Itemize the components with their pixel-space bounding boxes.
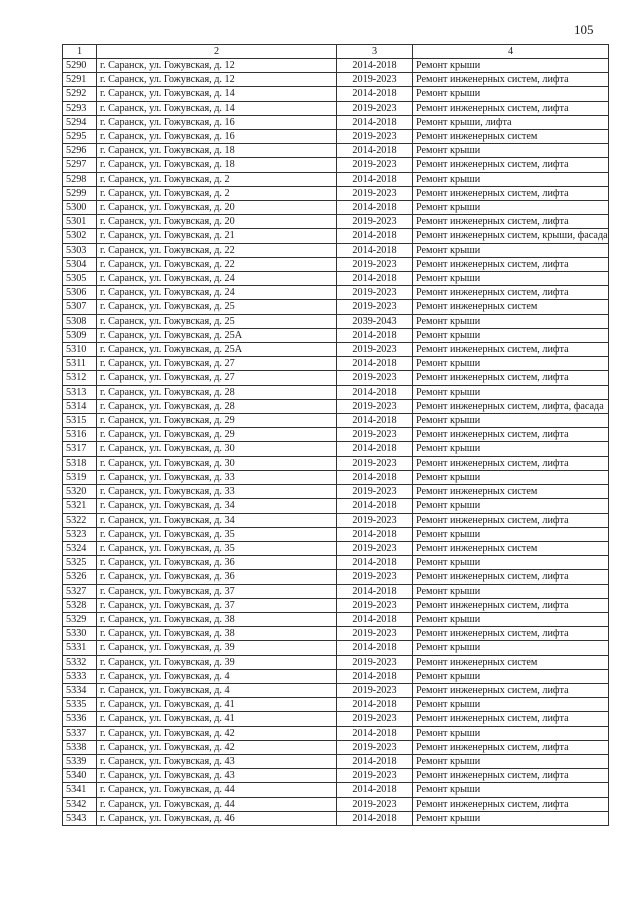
work-type: Ремонт крыши [413, 87, 609, 101]
table-row [63, 87, 609, 101]
period: 2019-2023 [337, 73, 413, 87]
address: г. Саранск, ул. Гожувская, д. 35 [97, 541, 337, 555]
work-type: Ремонт крыши [413, 385, 609, 399]
work-type: Ремонт крыши [413, 669, 609, 683]
row-number: 5298 [63, 172, 97, 186]
address: г. Саранск, ул. Гожувская, д. 27 [97, 357, 337, 371]
work-type: Ремонт крыши [413, 612, 609, 626]
period: 2019-2023 [337, 158, 413, 172]
address: г. Саранск, ул. Гожувская, д. 12 [97, 59, 337, 73]
address: г. Саранск, ул. Гожувская, д. 36 [97, 556, 337, 570]
row-number: 5342 [63, 797, 97, 811]
address: г. Саранск, ул. Гожувская, д. 42 [97, 740, 337, 754]
address: г. Саранск, ул. Гожувская, д. 33 [97, 470, 337, 484]
period: 2019-2023 [337, 257, 413, 271]
row-number: 5339 [63, 754, 97, 768]
table-row [63, 499, 609, 513]
period: 2019-2023 [337, 286, 413, 300]
period: 2019-2023 [337, 541, 413, 555]
period: 2019-2023 [337, 513, 413, 527]
address: г. Саранск, ул. Гожувская, д. 30 [97, 456, 337, 470]
period: 2014-2018 [337, 499, 413, 513]
row-number: 5312 [63, 371, 97, 385]
row-number: 5316 [63, 428, 97, 442]
header-col-2: 2 [97, 45, 337, 59]
work-type: Ремонт крыши [413, 59, 609, 73]
period: 2019-2023 [337, 428, 413, 442]
address: г. Саранск, ул. Гожувская, д. 22 [97, 243, 337, 257]
row-number: 5299 [63, 186, 97, 200]
period: 2019-2023 [337, 300, 413, 314]
work-type: Ремонт инженерных систем, лифта [413, 683, 609, 697]
address: г. Саранск, ул. Гожувская, д. 41 [97, 712, 337, 726]
table-row [63, 442, 609, 456]
period: 2014-2018 [337, 414, 413, 428]
table-row [63, 627, 609, 641]
header-col-3: 3 [337, 45, 413, 59]
address: г. Саранск, ул. Гожувская, д. 33 [97, 485, 337, 499]
table-row [63, 399, 609, 413]
work-type: Ремонт инженерных систем [413, 300, 609, 314]
table-header-row [63, 45, 609, 59]
address: г. Саранск, ул. Гожувская, д. 36 [97, 570, 337, 584]
address: г. Саранск, ул. Гожувская, д. 43 [97, 754, 337, 768]
row-number: 5306 [63, 286, 97, 300]
row-number: 5321 [63, 499, 97, 513]
work-type: Ремонт инженерных систем, лифта [413, 257, 609, 271]
address: г. Саранск, ул. Гожувская, д. 44 [97, 783, 337, 797]
table-row [63, 513, 609, 527]
work-type: Ремонт инженерных систем, лифта [413, 513, 609, 527]
work-type: Ремонт крыши [413, 811, 609, 825]
work-type: Ремонт инженерных систем [413, 485, 609, 499]
period: 2014-2018 [337, 669, 413, 683]
row-number: 5291 [63, 73, 97, 87]
address: г. Саранск, ул. Гожувская, д. 46 [97, 811, 337, 825]
row-number: 5303 [63, 243, 97, 257]
address: г. Саранск, ул. Гожувская, д. 38 [97, 612, 337, 626]
period: 2019-2023 [337, 371, 413, 385]
table-row [63, 115, 609, 129]
header-col-1: 1 [63, 45, 97, 59]
header-col-4: 4 [413, 45, 609, 59]
row-number: 5341 [63, 783, 97, 797]
work-type: Ремонт крыши [413, 641, 609, 655]
address: г. Саранск, ул. Гожувская, д. 2 [97, 172, 337, 186]
address: г. Саранск, ул. Гожувская, д. 4 [97, 683, 337, 697]
row-number: 5318 [63, 456, 97, 470]
row-number: 5322 [63, 513, 97, 527]
table-row [63, 172, 609, 186]
work-type: Ремонт инженерных систем, крыши, фасада [413, 229, 609, 243]
work-type: Ремонт крыши [413, 314, 609, 328]
table-row [63, 257, 609, 271]
address: г. Саранск, ул. Гожувская, д. 38 [97, 627, 337, 641]
work-type: Ремонт инженерных систем, лифта [413, 428, 609, 442]
address: г. Саранск, ул. Гожувская, д. 29 [97, 428, 337, 442]
period: 2014-2018 [337, 59, 413, 73]
address: г. Саранск, ул. Гожувская, д. 39 [97, 641, 337, 655]
row-number: 5301 [63, 215, 97, 229]
row-number: 5323 [63, 527, 97, 541]
row-number: 5336 [63, 712, 97, 726]
row-number: 5296 [63, 144, 97, 158]
address: г. Саранск, ул. Гожувская, д. 4 [97, 669, 337, 683]
period: 2019-2023 [337, 186, 413, 200]
row-number: 5315 [63, 414, 97, 428]
row-number: 5334 [63, 683, 97, 697]
period: 2014-2018 [337, 754, 413, 768]
work-type: Ремонт инженерных систем, лифта [413, 371, 609, 385]
period: 2014-2018 [337, 243, 413, 257]
address: г. Саранск, ул. Гожувская, д. 24 [97, 272, 337, 286]
address: г. Саранск, ул. Гожувская, д. 34 [97, 499, 337, 513]
row-number: 5308 [63, 314, 97, 328]
address: г. Саранск, ул. Гожувская, д. 21 [97, 229, 337, 243]
address: г. Саранск, ул. Гожувская, д. 37 [97, 598, 337, 612]
work-type: Ремонт инженерных систем, лифта [413, 797, 609, 811]
period: 2019-2023 [337, 130, 413, 144]
work-type: Ремонт крыши [413, 726, 609, 740]
address: г. Саранск, ул. Гожувская, д. 25А [97, 343, 337, 357]
address: г. Саранск, ул. Гожувская, д. 14 [97, 101, 337, 115]
address: г. Саранск, ул. Гожувская, д. 18 [97, 144, 337, 158]
table-row [63, 414, 609, 428]
work-type: Ремонт инженерных систем, лифта [413, 712, 609, 726]
table-row [63, 470, 609, 484]
period: 2014-2018 [337, 115, 413, 129]
table-row [63, 769, 609, 783]
work-type: Ремонт инженерных систем [413, 130, 609, 144]
row-number: 5314 [63, 399, 97, 413]
work-type: Ремонт инженерных систем, лифта [413, 769, 609, 783]
work-type: Ремонт крыши [413, 243, 609, 257]
period: 2014-2018 [337, 272, 413, 286]
address: г. Саранск, ул. Гожувская, д. 44 [97, 797, 337, 811]
period: 2014-2018 [337, 442, 413, 456]
row-number: 5337 [63, 726, 97, 740]
table-row [63, 598, 609, 612]
address: г. Саранск, ул. Гожувская, д. 16 [97, 115, 337, 129]
table-row [63, 712, 609, 726]
address: г. Саранск, ул. Гожувская, д. 35 [97, 527, 337, 541]
row-number: 5311 [63, 357, 97, 371]
work-type: Ремонт инженерных систем, лифта [413, 286, 609, 300]
row-number: 5332 [63, 655, 97, 669]
table-row [63, 541, 609, 555]
period: 2014-2018 [337, 470, 413, 484]
address: г. Саранск, ул. Гожувская, д. 28 [97, 385, 337, 399]
table-row [63, 811, 609, 825]
row-number: 5335 [63, 698, 97, 712]
period: 2014-2018 [337, 87, 413, 101]
period: 2014-2018 [337, 811, 413, 825]
table-row [63, 797, 609, 811]
table-row [63, 243, 609, 257]
period: 2019-2023 [337, 769, 413, 783]
period: 2014-2018 [337, 229, 413, 243]
table-body [63, 59, 609, 826]
work-type: Ремонт инженерных систем, лифта [413, 158, 609, 172]
work-type: Ремонт крыши [413, 499, 609, 513]
address: г. Саранск, ул. Гожувская, д. 20 [97, 201, 337, 215]
period: 2014-2018 [337, 527, 413, 541]
period: 2019-2023 [337, 215, 413, 229]
address: г. Саранск, ул. Гожувская, д. 25 [97, 300, 337, 314]
period: 2019-2023 [337, 627, 413, 641]
address: г. Саранск, ул. Гожувская, д. 14 [97, 87, 337, 101]
period: 2014-2018 [337, 328, 413, 342]
table-row [63, 683, 609, 697]
table-row [63, 556, 609, 570]
table-row [63, 371, 609, 385]
period: 2019-2023 [337, 598, 413, 612]
table-row [63, 343, 609, 357]
work-type: Ремонт крыши [413, 698, 609, 712]
period: 2019-2023 [337, 343, 413, 357]
table-row [63, 641, 609, 655]
work-type: Ремонт инженерных систем, лифта [413, 570, 609, 584]
address: г. Саранск, ул. Гожувская, д. 16 [97, 130, 337, 144]
period: 2014-2018 [337, 144, 413, 158]
table-row [63, 158, 609, 172]
period: 2019-2023 [337, 712, 413, 726]
row-number: 5331 [63, 641, 97, 655]
work-type: Ремонт крыши, лифта [413, 115, 609, 129]
period: 2014-2018 [337, 385, 413, 399]
work-type: Ремонт крыши [413, 584, 609, 598]
period: 2019-2023 [337, 655, 413, 669]
address: г. Саранск, ул. Гожувская, д. 34 [97, 513, 337, 527]
row-number: 5297 [63, 158, 97, 172]
work-type: Ремонт инженерных систем, лифта [413, 101, 609, 115]
table-row [63, 527, 609, 541]
row-number: 5319 [63, 470, 97, 484]
table-row [63, 215, 609, 229]
table-row [63, 144, 609, 158]
row-number: 5326 [63, 570, 97, 584]
table-row [63, 740, 609, 754]
address: г. Саранск, ул. Гожувская, д. 29 [97, 414, 337, 428]
row-number: 5320 [63, 485, 97, 499]
table-row [63, 59, 609, 73]
address: г. Саранск, ул. Гожувская, д. 30 [97, 442, 337, 456]
address: г. Саранск, ул. Гожувская, д. 20 [97, 215, 337, 229]
period: 2019-2023 [337, 797, 413, 811]
period: 2019-2023 [337, 683, 413, 697]
table-row [63, 101, 609, 115]
row-number: 5329 [63, 612, 97, 626]
work-type: Ремонт крыши [413, 272, 609, 286]
period: 2019-2023 [337, 740, 413, 754]
work-type: Ремонт инженерных систем, лифта [413, 740, 609, 754]
work-type: Ремонт инженерных систем, лифта [413, 215, 609, 229]
table-row [63, 612, 609, 626]
table-row [63, 698, 609, 712]
address: г. Саранск, ул. Гожувская, д. 41 [97, 698, 337, 712]
work-type: Ремонт крыши [413, 201, 609, 215]
table-row [63, 669, 609, 683]
table-row [63, 726, 609, 740]
period: 2039-2043 [337, 314, 413, 328]
work-type: Ремонт крыши [413, 527, 609, 541]
period: 2019-2023 [337, 101, 413, 115]
work-type: Ремонт крыши [413, 357, 609, 371]
table-row [63, 428, 609, 442]
work-type: Ремонт крыши [413, 470, 609, 484]
work-type: Ремонт крыши [413, 414, 609, 428]
period: 2019-2023 [337, 399, 413, 413]
row-number: 5292 [63, 87, 97, 101]
work-type: Ремонт инженерных систем, лифта [413, 343, 609, 357]
work-type: Ремонт инженерных систем, лифта, фасада [413, 399, 609, 413]
row-number: 5307 [63, 300, 97, 314]
address: г. Саранск, ул. Гожувская, д. 24 [97, 286, 337, 300]
table-row [63, 584, 609, 598]
row-number: 5305 [63, 272, 97, 286]
address: г. Саранск, ул. Гожувская, д. 27 [97, 371, 337, 385]
work-type: Ремонт инженерных систем [413, 655, 609, 669]
period: 2014-2018 [337, 783, 413, 797]
table-row [63, 783, 609, 797]
work-type: Ремонт крыши [413, 754, 609, 768]
period: 2014-2018 [337, 357, 413, 371]
period: 2019-2023 [337, 456, 413, 470]
row-number: 5325 [63, 556, 97, 570]
period: 2014-2018 [337, 612, 413, 626]
row-number: 5328 [63, 598, 97, 612]
table-row [63, 314, 609, 328]
period: 2014-2018 [337, 556, 413, 570]
row-number: 5295 [63, 130, 97, 144]
repair-schedule-table [62, 44, 609, 826]
table-row [63, 485, 609, 499]
row-number: 5340 [63, 769, 97, 783]
work-type: Ремонт инженерных систем, лифта [413, 598, 609, 612]
row-number: 5333 [63, 669, 97, 683]
work-type: Ремонт крыши [413, 172, 609, 186]
page-number: 105 [574, 22, 594, 37]
row-number: 5330 [63, 627, 97, 641]
table-row [63, 73, 609, 87]
address: г. Саранск, ул. Гожувская, д. 39 [97, 655, 337, 669]
table-row [63, 570, 609, 584]
table-row [63, 655, 609, 669]
address: г. Саранск, ул. Гожувская, д. 12 [97, 73, 337, 87]
work-type: Ремонт крыши [413, 556, 609, 570]
work-type: Ремонт инженерных систем [413, 541, 609, 555]
period: 2019-2023 [337, 570, 413, 584]
table-row [63, 130, 609, 144]
work-type: Ремонт крыши [413, 144, 609, 158]
row-number: 5294 [63, 115, 97, 129]
address: г. Саранск, ул. Гожувская, д. 42 [97, 726, 337, 740]
table-row [63, 456, 609, 470]
row-number: 5313 [63, 385, 97, 399]
period: 2014-2018 [337, 726, 413, 740]
work-type: Ремонт крыши [413, 783, 609, 797]
period: 2014-2018 [337, 201, 413, 215]
row-number: 5304 [63, 257, 97, 271]
work-type: Ремонт инженерных систем, лифта [413, 73, 609, 87]
table-row [63, 357, 609, 371]
table-row [63, 286, 609, 300]
row-number: 5290 [63, 59, 97, 73]
table-row [63, 229, 609, 243]
table-row [63, 272, 609, 286]
address: г. Саранск, ул. Гожувская, д. 25А [97, 328, 337, 342]
work-type: Ремонт крыши [413, 442, 609, 456]
row-number: 5338 [63, 740, 97, 754]
work-type: Ремонт крыши [413, 328, 609, 342]
table-row [63, 385, 609, 399]
row-number: 5309 [63, 328, 97, 342]
period: 2014-2018 [337, 641, 413, 655]
address: г. Саранск, ул. Гожувская, д. 25 [97, 314, 337, 328]
row-number: 5324 [63, 541, 97, 555]
table-row [63, 300, 609, 314]
address: г. Саранск, ул. Гожувская, д. 43 [97, 769, 337, 783]
address: г. Саранск, ул. Гожувская, д. 37 [97, 584, 337, 598]
address: г. Саранск, ул. Гожувская, д. 2 [97, 186, 337, 200]
address: г. Саранск, ул. Гожувская, д. 28 [97, 399, 337, 413]
row-number: 5327 [63, 584, 97, 598]
address: г. Саранск, ул. Гожувская, д. 22 [97, 257, 337, 271]
address: г. Саранск, ул. Гожувская, д. 18 [97, 158, 337, 172]
row-number: 5293 [63, 101, 97, 115]
row-number: 5300 [63, 201, 97, 215]
row-number: 5343 [63, 811, 97, 825]
table-row [63, 201, 609, 215]
table-row [63, 328, 609, 342]
work-type: Ремонт инженерных систем, лифта [413, 186, 609, 200]
row-number: 5317 [63, 442, 97, 456]
work-type: Ремонт инженерных систем, лифта [413, 456, 609, 470]
work-type: Ремонт инженерных систем, лифта [413, 627, 609, 641]
row-number: 5302 [63, 229, 97, 243]
table-row [63, 754, 609, 768]
period: 2014-2018 [337, 698, 413, 712]
period: 2019-2023 [337, 485, 413, 499]
row-number: 5310 [63, 343, 97, 357]
period: 2014-2018 [337, 172, 413, 186]
table-row [63, 186, 609, 200]
period: 2014-2018 [337, 584, 413, 598]
